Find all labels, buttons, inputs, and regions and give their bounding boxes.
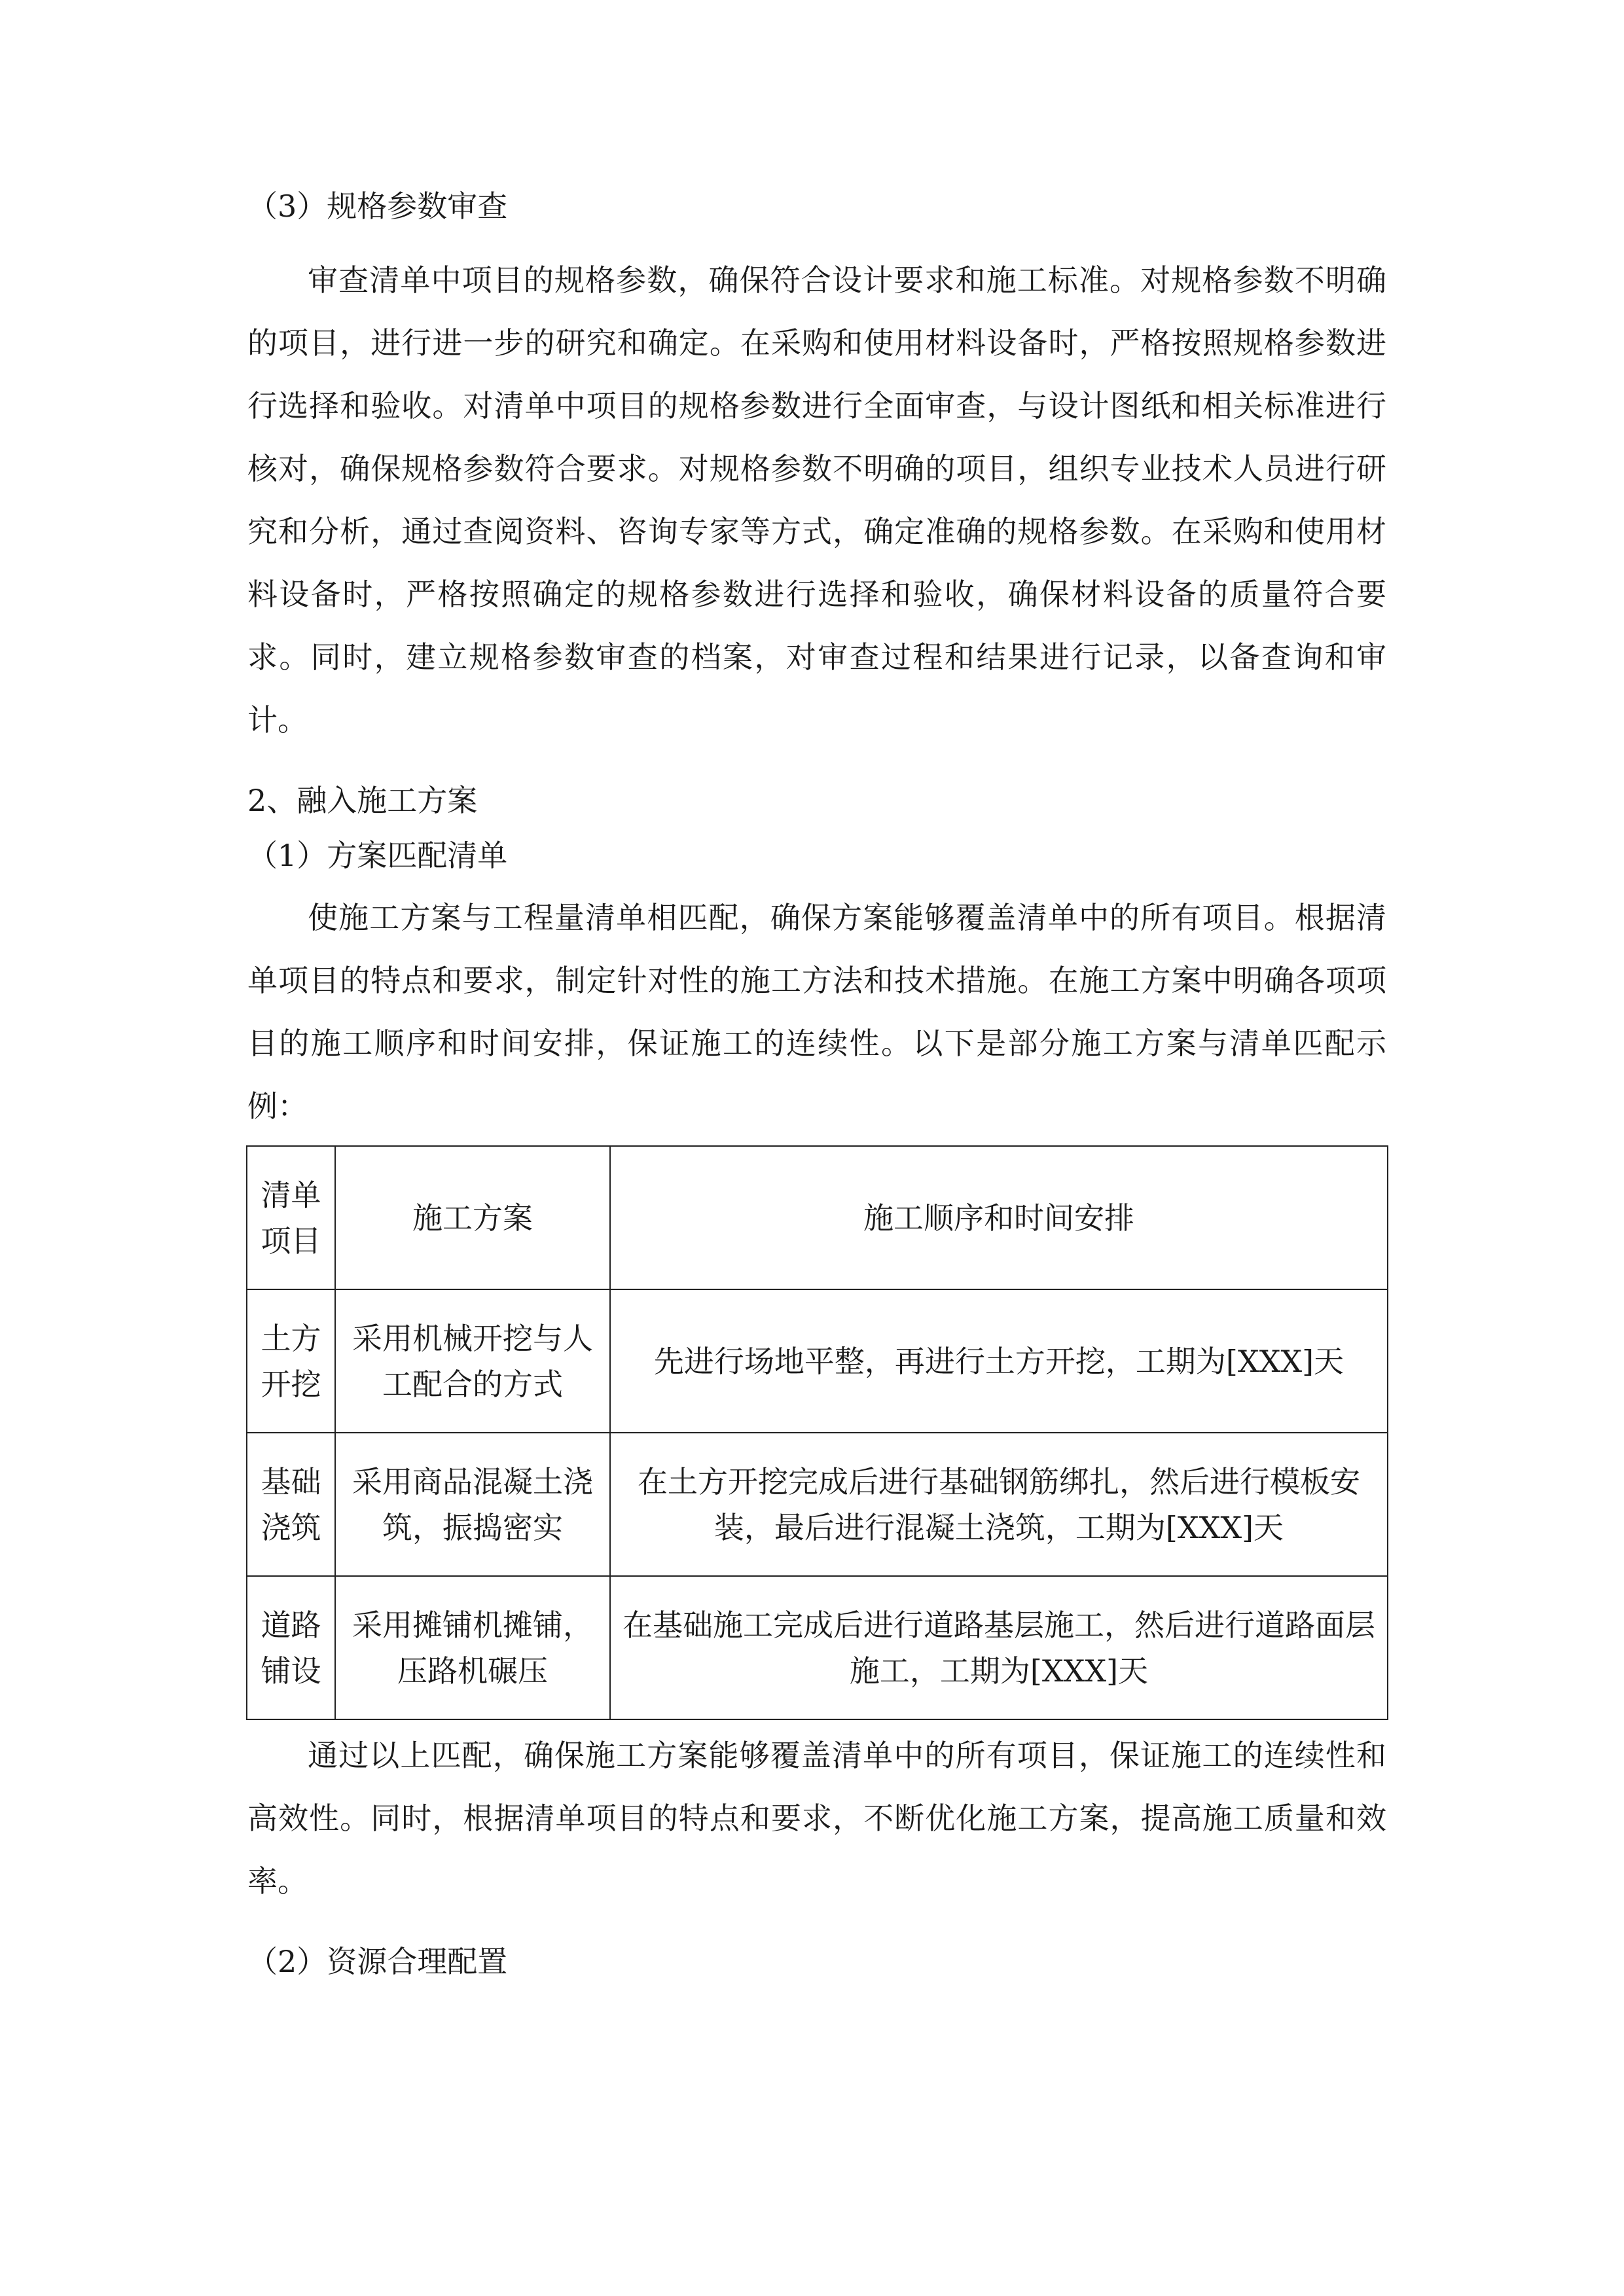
plan-match-paragraph: 使施工方案与工程量清单相匹配，确保方案能够覆盖清单中的所有项目。根据清单项目的特点和要求，制定针对性的施工方法和技术措施。在施工方案中明确各项项目的施工顺序和时间安排，保证施工的连续性。以下是部分施工方案与清单匹配示例：	[247, 900, 1386, 1124]
table-cell-schedule: 在基础施工完成后进行道路基层施工，然后进行道路面层施工，工期为[XXX]天	[610, 1576, 1388, 1719]
table-cell-method: 采用机械开挖与人工配合的方式	[335, 1289, 610, 1433]
table-cell-schedule: 在土方开挖完成后进行基础钢筋绑扎，然后进行模板安装，最后进行混凝土浇筑，工期为[XXX]天	[610, 1433, 1388, 1576]
subsection-heading-plan-match: （1）方案匹配清单	[247, 838, 508, 873]
document-page	[247, 183, 1386, 1984]
spec-review-paragraph: 审查清单中项目的规格参数，确保符合设计要求和施工标准。对规格参数不明确的项目，进行进一步的研究和确定。在采购和使用材料设备时，严格按照规格参数进行选择和验收。对清单中项目的规格参数进行全面审查，与设计图纸和相关标准进行核对，确保规格参数符合要求。对规格参数不明确的项目，组织专业技术人员进行研究和分析，通过查阅资料、咨询专家等方式，确定准确的规格参数。在采购和使用材料设备时，严格按照确定的规格参数进行选择和验收，确保材料设备的质量符合要求。同时，建立规格参数审查的档案，对审查过程和结果进行记录，以备查询和审计。	[247, 262, 1386, 738]
plan-match-table	[246, 1145, 1388, 1720]
subsection-heading-resource-allocation: （2）资源合理配置	[247, 1944, 508, 1979]
section-heading-construction-plan: 2、融入施工方案	[247, 783, 478, 818]
table-cell-item: 基础浇筑	[247, 1433, 335, 1576]
table-row	[247, 1576, 1388, 1719]
table-header-row	[247, 1146, 1388, 1289]
table-row	[247, 1289, 1388, 1433]
table-cell-item: 道路铺设	[247, 1576, 335, 1719]
table-header-cell: 施工方案	[335, 1146, 610, 1289]
table-row	[247, 1433, 1388, 1576]
table-cell-item: 土方开挖	[247, 1289, 335, 1433]
table-header-cell: 清单项目	[247, 1146, 335, 1289]
section-heading-spec-review: （3）规格参数审查	[247, 188, 508, 224]
table-header-cell: 施工顺序和时间安排	[610, 1146, 1388, 1289]
after-table-paragraph: 通过以上匹配，确保施工方案能够覆盖清单中的所有项目，保证施工的连续性和高效性。同时，根据清单项目的特点和要求，不断优化施工方案，提高施工质量和效率。	[247, 1738, 1386, 1899]
table-cell-method: 采用商品混凝土浇筑，振捣密实	[335, 1433, 610, 1576]
table-cell-schedule: 先进行场地平整，再进行土方开挖，工期为[XXX]天	[610, 1289, 1388, 1433]
table-cell-method: 采用摊铺机摊铺，压路机碾压	[335, 1576, 610, 1719]
